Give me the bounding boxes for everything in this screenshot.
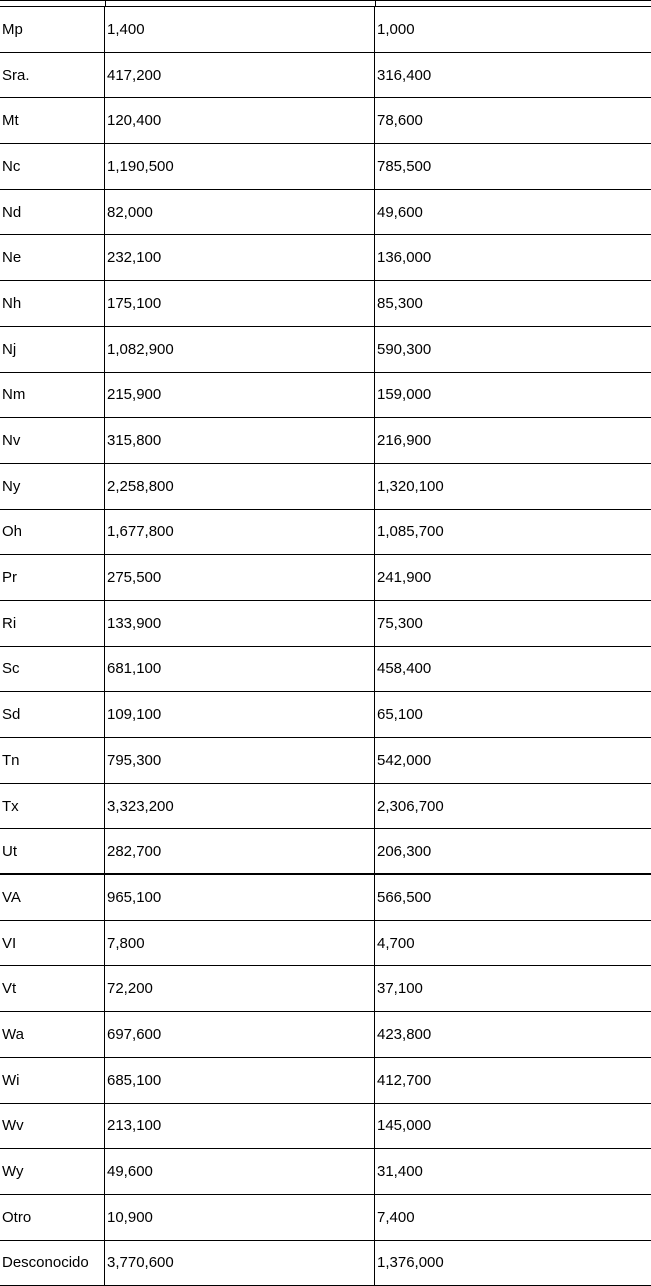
- table-row: [0, 98, 651, 144]
- row-label-cell: Wv: [0, 1104, 105, 1149]
- value-cell-2: 85,300: [377, 294, 423, 312]
- value-cell-1: 120,400: [105, 98, 375, 143]
- value-cell-1: 795,300: [105, 738, 375, 783]
- table-row: [0, 1104, 651, 1150]
- value-cell-1: 3,323,200: [105, 784, 375, 829]
- table-row: [0, 1149, 651, 1195]
- value-cell-2: 1,000: [377, 20, 415, 38]
- value-cell-1: 1,082,900: [105, 327, 375, 372]
- value-cell-1: 7,800: [105, 921, 375, 966]
- table-row: [0, 1195, 651, 1241]
- value-cell-1: 1,400: [105, 7, 375, 52]
- value-cell-2: 49,600: [377, 203, 423, 221]
- value-cell-2: 1,376,000: [377, 1254, 444, 1272]
- value-cell-1: 133,900: [105, 601, 375, 646]
- table-row: [0, 1058, 651, 1104]
- value-cell-2: 75,300: [377, 614, 423, 632]
- table-row: [0, 418, 651, 464]
- value-cell-2: 423,800: [377, 1025, 432, 1043]
- row-label-cell: Wy: [0, 1149, 105, 1194]
- value-cell-1: 10,900: [105, 1195, 375, 1240]
- row-label-cell: Nh: [0, 281, 105, 326]
- row-label-cell: Tn: [0, 738, 105, 783]
- value-cell-1: 1,677,800: [105, 510, 375, 555]
- row-label-cell: Ny: [0, 464, 105, 509]
- value-cell-1: 282,700: [105, 829, 375, 873]
- row-label-cell: Nj: [0, 327, 105, 372]
- value-cell-1: 681,100: [105, 647, 375, 692]
- table-row: [0, 464, 651, 510]
- value-cell-2: 412,700: [377, 1071, 432, 1089]
- value-cell-1: 685,100: [105, 1058, 375, 1103]
- value-cell-2: 590,300: [377, 340, 432, 358]
- table-row: [0, 829, 651, 875]
- row-label-cell: Pr: [0, 555, 105, 600]
- value-cell-2: 566,500: [377, 888, 432, 906]
- row-label-cell: Mp: [0, 7, 105, 52]
- table-row: [0, 784, 651, 830]
- value-cell-2: 159,000: [377, 386, 432, 404]
- table-row: [0, 190, 651, 236]
- table-row: [0, 373, 651, 419]
- row-label-cell: Desconocido: [0, 1241, 105, 1286]
- row-label-cell: Ri: [0, 601, 105, 646]
- value-cell-2: 316,400: [377, 66, 432, 84]
- value-cell-1: 275,500: [105, 555, 375, 600]
- table-row: [0, 555, 651, 601]
- value-cell-2: 31,400: [377, 1163, 423, 1181]
- row-label-cell: Mt: [0, 98, 105, 143]
- row-label-cell: Wi: [0, 1058, 105, 1103]
- table-row: [0, 738, 651, 784]
- value-cell-2: 542,000: [377, 751, 432, 769]
- table-row: [0, 7, 651, 53]
- row-label-cell: Ne: [0, 235, 105, 280]
- value-cell-1: 417,200: [105, 53, 375, 98]
- row-label-cell: VA: [0, 875, 105, 920]
- value-cell-2: 216,900: [377, 432, 432, 450]
- value-cell-1: 2,258,800: [105, 464, 375, 509]
- value-cell-2: 206,300: [377, 842, 432, 860]
- table-row: [0, 144, 651, 190]
- value-cell-2: 145,000: [377, 1117, 432, 1135]
- table-row: [0, 966, 651, 1012]
- row-label-cell: Sra.: [0, 53, 105, 98]
- table-row: [0, 327, 651, 373]
- value-cell-1: 72,200: [105, 966, 375, 1011]
- table-row: [0, 647, 651, 693]
- row-label-cell: Vt: [0, 966, 105, 1011]
- value-cell-1: 1,190,500: [105, 144, 375, 189]
- row-label-cell: Otro: [0, 1195, 105, 1240]
- row-label-cell: Ut: [0, 829, 105, 873]
- value-cell-2: 37,100: [377, 980, 423, 998]
- value-cell-1: 213,100: [105, 1104, 375, 1149]
- table-row: [0, 510, 651, 556]
- row-label-cell: Nd: [0, 190, 105, 235]
- value-cell-2: 1,085,700: [377, 523, 444, 541]
- value-cell-1: 3,770,600: [105, 1241, 375, 1286]
- value-cell-2: 7,400: [377, 1208, 415, 1226]
- value-cell-2: 458,400: [377, 660, 432, 678]
- row-label-cell: Nm: [0, 373, 105, 418]
- table-top-edge: [0, 1, 651, 7]
- value-cell-2: 4,700: [377, 934, 415, 952]
- value-cell-2: 65,100: [377, 706, 423, 724]
- table-row: [0, 1012, 651, 1058]
- table-row: [0, 692, 651, 738]
- row-label-cell: Oh: [0, 510, 105, 555]
- value-cell-1: 49,600: [105, 1149, 375, 1194]
- row-label-cell: Nc: [0, 144, 105, 189]
- value-cell-1: 175,100: [105, 281, 375, 326]
- value-cell-2: 241,900: [377, 569, 432, 587]
- value-cell-2: 78,600: [377, 112, 423, 130]
- table-row: [0, 875, 651, 921]
- row-label-cell: Tx: [0, 784, 105, 829]
- value-cell-1: 109,100: [105, 692, 375, 737]
- table-row: [0, 921, 651, 967]
- value-cell-2: 136,000: [377, 249, 432, 267]
- table-row: [0, 281, 651, 327]
- table-row: [0, 235, 651, 281]
- table-row: [0, 601, 651, 647]
- row-label-cell: Sd: [0, 692, 105, 737]
- table-row: [0, 53, 651, 99]
- table-row: [0, 1241, 651, 1286]
- row-label-cell: Wa: [0, 1012, 105, 1057]
- row-label-cell: VI: [0, 921, 105, 966]
- value-cell-1: 315,800: [105, 418, 375, 463]
- value-cell-2: 785,500: [377, 157, 432, 175]
- value-cell-1: 232,100: [105, 235, 375, 280]
- value-cell-1: 215,900: [105, 373, 375, 418]
- value-cell-1: 965,100: [105, 875, 375, 920]
- row-label-cell: Sc: [0, 647, 105, 692]
- value-cell-2: 2,306,700: [377, 797, 444, 815]
- value-cell-2: 1,320,100: [377, 477, 444, 495]
- row-label-cell: Nv: [0, 418, 105, 463]
- value-cell-1: 82,000: [105, 190, 375, 235]
- value-cell-1: 697,600: [105, 1012, 375, 1057]
- table-body: [0, 7, 651, 1286]
